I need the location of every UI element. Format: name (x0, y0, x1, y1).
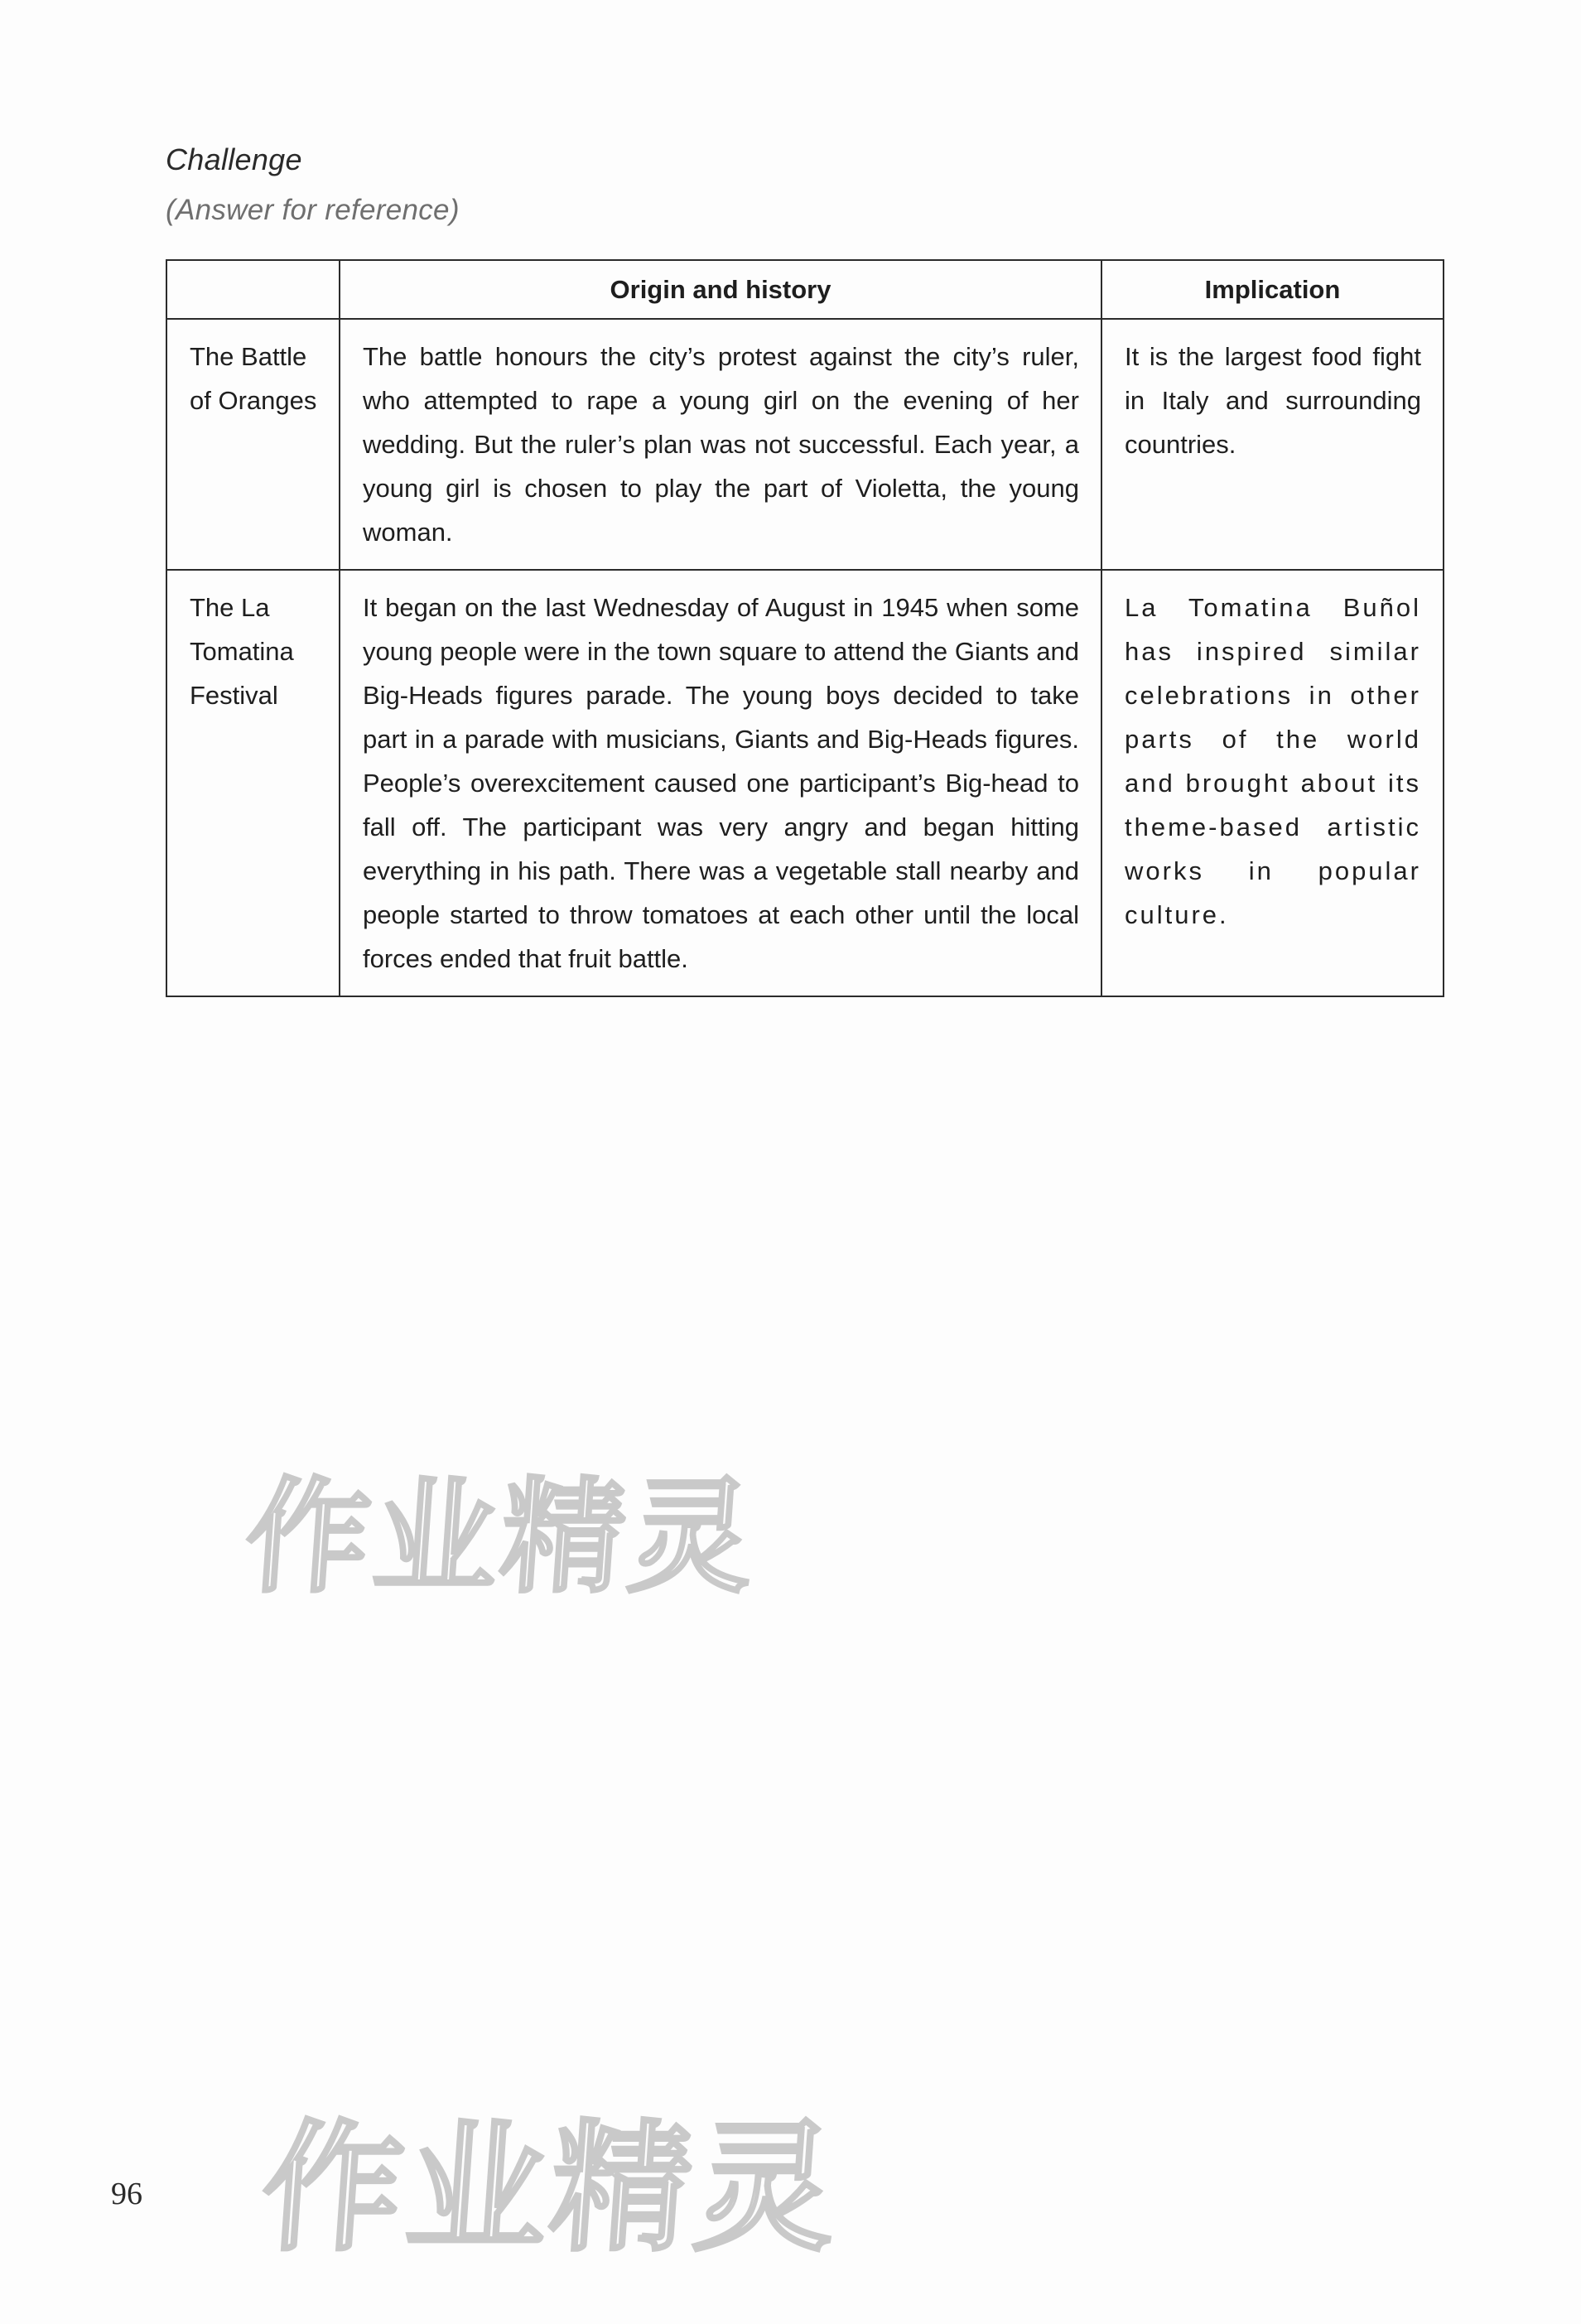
header-empty (166, 260, 340, 319)
row-implication: La Tomatina Buñol has inspired similar celebrations in other parts of the world and brought about its theme-based artistic works in popular culture. (1101, 570, 1444, 996)
section-heading: Challenge (166, 142, 302, 176)
row-label: The Battle of Oranges (166, 319, 340, 570)
answer-table (166, 259, 1444, 997)
table-row (166, 319, 1444, 570)
row-origin: It began on the last Wednesday of August in 1945 when some young people were in the town square to attend the Giants and Big-Heads figures parade. The young boys decided to take part in a parade with musicians, Giants and Big-Heads figures. People’s overexcitement caused one participant’s Big-head to fall off. The participant was very angry and began hitting everything in his path. There was a vegetable stall nearby and people started to throw tomatoes at each other until the local forces ended that fruit battle. (340, 570, 1101, 996)
header-implication: Implication (1101, 260, 1444, 319)
table-row (166, 570, 1444, 996)
header-origin-and-history: Origin and history (340, 260, 1101, 319)
table-header-row (166, 260, 1444, 319)
section-subheading: (Answer for reference) (166, 194, 460, 226)
row-origin: The battle honours the city’s protest against the city’s ruler, who attempted to rape a young girl on the evening of her wedding. But the ruler’s plan was not successful. Each year, a young girl is chosen to play the part of Violetta, the young woman. (340, 319, 1101, 570)
row-label: The La Tomatina Festival (166, 570, 340, 996)
watermark-text: 作业精灵 (240, 1466, 762, 1610)
watermark-text: 作业精灵 (256, 2107, 845, 2271)
row-implication: It is the largest food fight in Italy and surrounding countries. (1101, 319, 1444, 570)
page-number: 96 (111, 2177, 142, 2211)
